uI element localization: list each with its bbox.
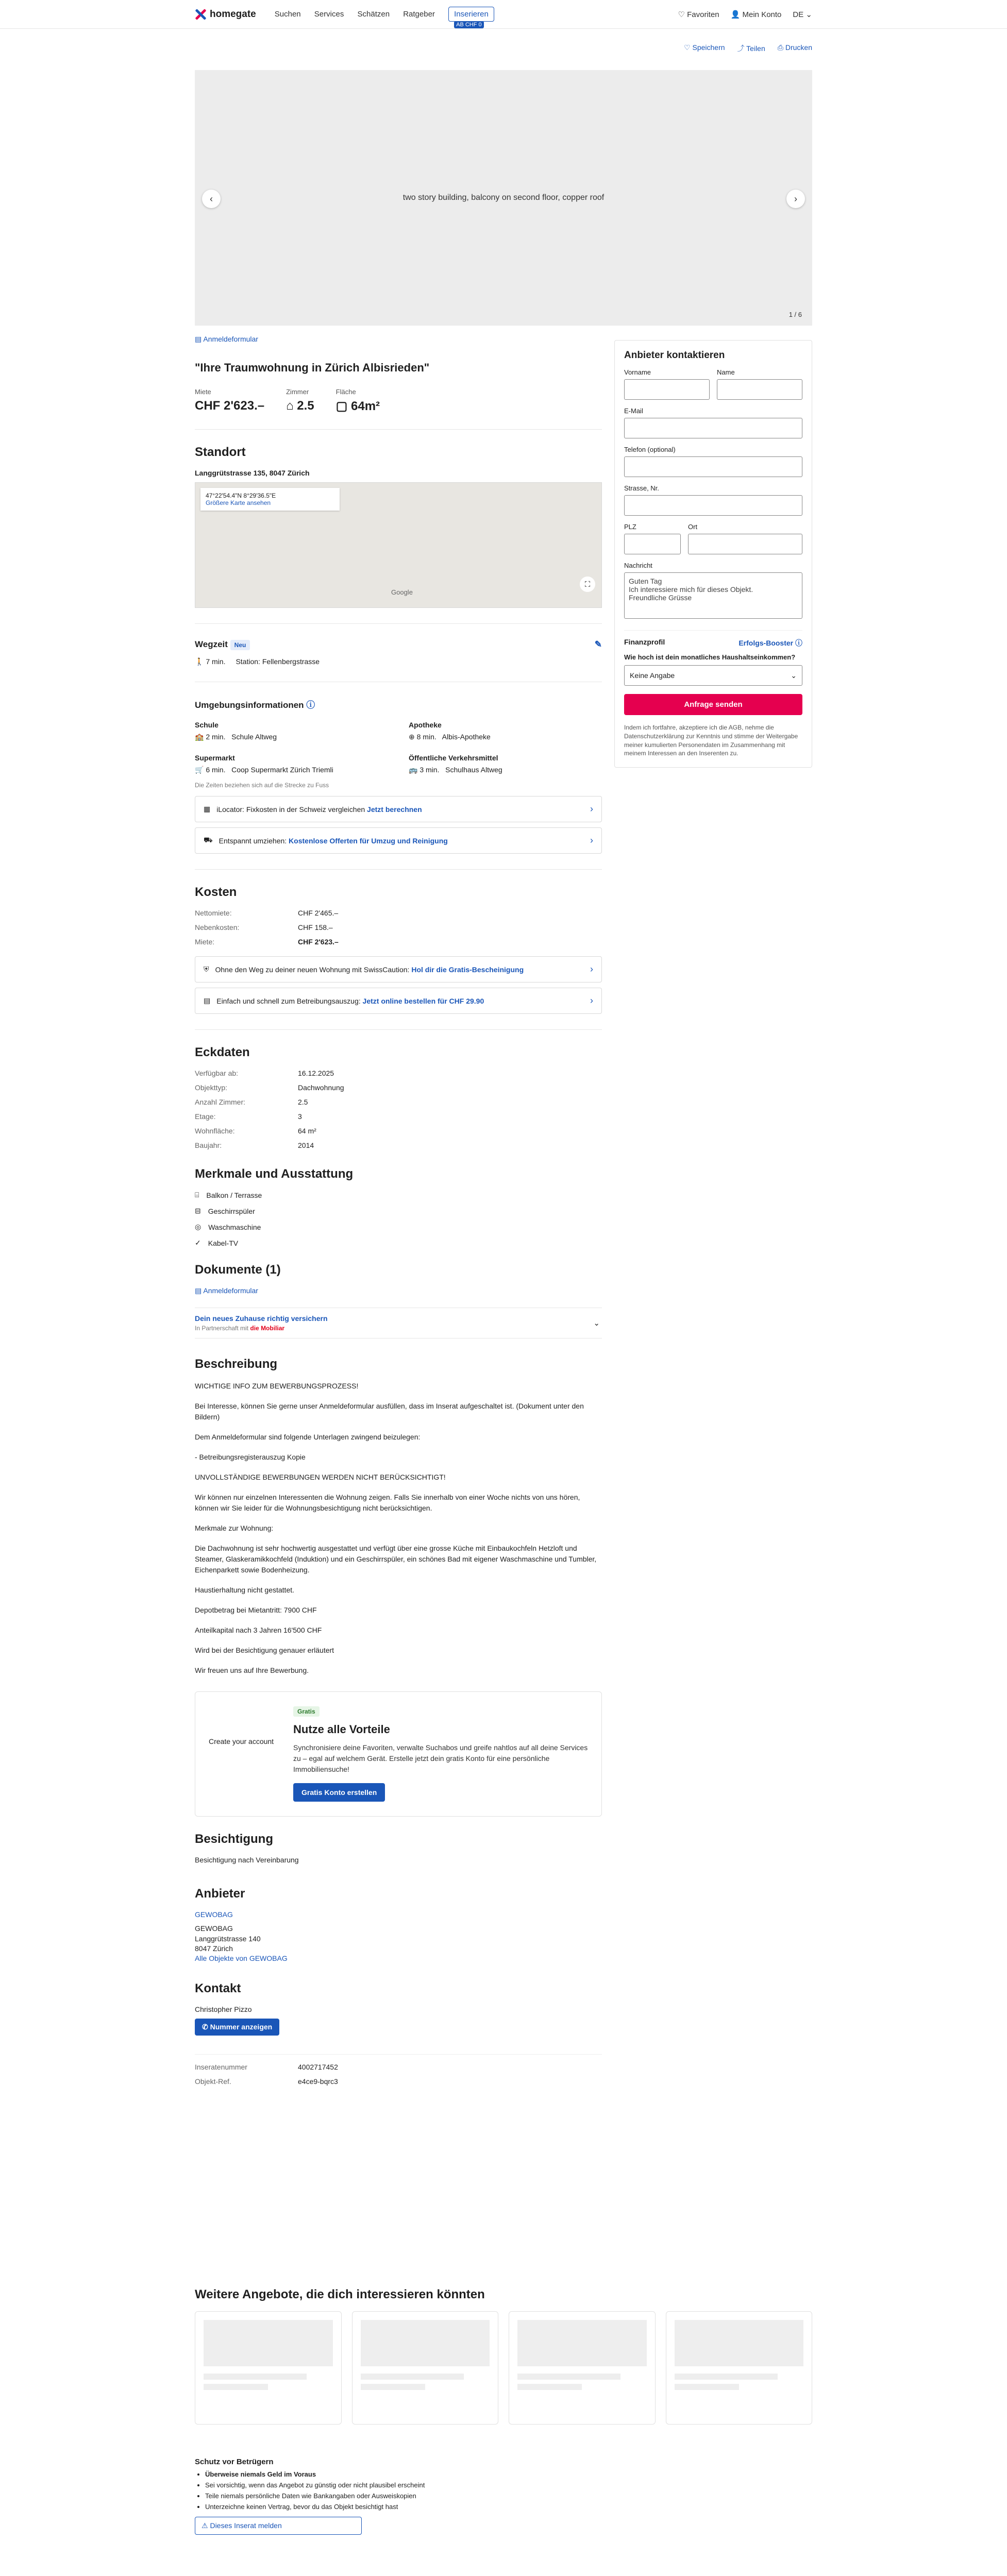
- booster-link[interactable]: Erfolgs-Booster ⓘ: [739, 639, 802, 647]
- offer-card[interactable]: [195, 2311, 342, 2425]
- walk-icon: 🚶: [195, 657, 204, 666]
- chevron-down-icon: ⌄: [805, 10, 812, 19]
- details-section: Eckdaten Verfügbar ab: 16.12.2025 Objekttyp: Dachwohnung Anzahl Zimmer: 2.5 Etage: 3 Wohnfläche: 64 m² Baujahr: 2014: [195, 1029, 602, 1149]
- location-section: Standort Langgrütstrasse 135, 8047 Zürich 47°22'54.4"N 8°29'36.5"E Größere Karte ansehen Google ⛶: [195, 429, 602, 608]
- check-icon: ✓: [195, 1239, 201, 1247]
- listing-title: "Ihre Traumwohnung in Zürich Albisrieden": [195, 361, 430, 374]
- pharmacy-icon: ⊕: [409, 733, 415, 741]
- more-offers-section: Weitere Angebote, die dich interessieren könnten: [195, 2287, 812, 2425]
- zip-input[interactable]: [624, 534, 681, 554]
- nav-schaetzen[interactable]: Schätzen: [357, 10, 390, 19]
- heart-icon: ♡: [678, 10, 685, 19]
- swisscaution-banner[interactable]: ⛨ Ohne den Weg zu deiner neuen Wohnung mit SwissCaution: Hol dir die Gratis-Bescheinigung ›: [195, 956, 602, 982]
- viewing-section: Besichtigung Besichtigung nach Vereinbarung: [195, 1832, 299, 1864]
- last-name-input[interactable]: [717, 379, 802, 400]
- user-icon: 👤: [730, 10, 741, 19]
- map-info-box: 47°22'54.4"N 8°29'36.5"E Größere Karte ansehen: [200, 488, 340, 511]
- document-icon: ▤: [195, 335, 202, 343]
- provider-section: Anbieter GEWOBAG GEWOBAG Langgrütstrasse 140 8047 Zürich Alle Objekte von GEWOBAG: [195, 1887, 602, 1963]
- mobiliar-logo: die Mobiliar: [250, 1325, 285, 1332]
- contact-section: Kontakt Christopher Pizzo ✆ Nummer anzeigen Inseratenummer 4002717452 Objekt-Ref. e4ce9-bqrc3: [195, 1981, 602, 2086]
- print-button[interactable]: ⎙ Drucken: [777, 43, 812, 52]
- logo-icon: [195, 9, 206, 20]
- language-select[interactable]: DE ⌄: [793, 10, 812, 19]
- description-section: Beschreibung WICHTIGE INFO ZUM BEWERBUNGSPROZESS! Bei Interesse, können Sie gerne unser Anmeldeformular ausfüllen, dass im Inserat aufgeschaltet ist. (Dokument unter den Bildern) Dem Anmeldeformular sind folgende Unterlagen zwingend beizulegen: - Betreibungsregisterauszug Kopie UNVOLLSTÄNDIGE BEWERBUNGEN WERDEN NICHT BERÜCKSICHTIGT! Wir können nur einzelnen Interessenten die Wohnung zeigen. Falls Sie innerhalb von einer Woche nichts von uns hören, können wir Sie leider für die Wohnungsbesichtigung nicht berücksichtigen. Merkmale zur Wohnung: Die Dachwohnung ist sehr hochwertig ausgestattet und verfügt über eine grosse Küche mit Einbaukochfeln Hetzloft und Steamer, Glaskeramikkochfeld (Induktion) und ein Geschirrspüler, ein schönes Bad mit eigener Waschmaschine und Tumbler, Eichenparkett sowie Bodenheizung. Haustierhaltung nicht gestattet. Depotbetrag bei Mietantritt: 7900 CHF Anteilkapital nach 3 Jahren 16'500 CHF Wird bei der Besichtigung genauer erläutert Wir freuen uns auf Ihre Bewerbung.: [195, 1357, 597, 1674]
- env-pharmacy: Apotheke ⊕ 8 min. Albis-Apotheke: [409, 721, 491, 741]
- area-value: 64m²: [351, 399, 380, 413]
- show-number-button[interactable]: ✆ Nummer anzeigen: [195, 2019, 279, 2036]
- city-input[interactable]: [688, 534, 802, 554]
- listing-actions: [684, 43, 812, 54]
- phone-icon: ✆: [202, 2022, 208, 2031]
- chevron-right-icon: ›: [590, 964, 593, 974]
- free-badge: Gratis: [293, 1706, 320, 1717]
- map-enlarge-link[interactable]: Größere Karte ansehen: [206, 499, 271, 506]
- email-input[interactable]: [624, 418, 802, 438]
- form-link[interactable]: ▤ Anmeldeformular: [195, 335, 258, 343]
- gallery-next-button[interactable]: ›: [786, 190, 805, 208]
- new-badge: Neu: [230, 640, 250, 650]
- document-icon: ▤: [195, 1286, 202, 1295]
- share-icon: ⤴: [737, 44, 745, 53]
- washing-machine-icon: ◎: [195, 1223, 202, 1231]
- chevron-right-icon: ›: [590, 804, 593, 814]
- insert-badge: AB CHF 0: [454, 21, 484, 28]
- first-name-input[interactable]: [624, 379, 710, 400]
- bus-icon: 🚌: [409, 766, 418, 774]
- fullscreen-icon[interactable]: ⛶: [580, 577, 595, 592]
- chevron-right-icon: ›: [590, 835, 593, 845]
- contact-form: Anbieter kontaktieren Vorname Name E-Mail Telefon (optional) Strasse, Nr. PLZ Ort Nachricht Guten Tag Ich interessiere mich für dieses Objekt. Freundliche Grüsse Finanzprofil Erfolgs-Booster ⓘ Wie hoch ist dein monatliches Haushaltseinkommen? Keine Angabe ⌄ Anfrage senden Indem ich fortfahre, akzeptiere ich die AGB, nehme die Datenschutzerklärung zur Kenntnis und stimme der Weitergabe meiner kumulierten Personendaten im Zusammenhang mit meinem Interessen an den Inserenten zu.: [614, 340, 812, 768]
- account-promo: Create your account Gratis Nutze alle Vorteile Synchronisiere deine Favoriten, verwalte Suchabos und greife nahtlos auf all deine Services zu – egal auf welchem Gerät. Erstelle jetzt dein gratis Konto für eine persönliche Immobiliensuche! Gratis Konto erstellen: [195, 1691, 602, 1817]
- env-transport: Öffentliche Verkehrsmittel 🚌 3 min. Schulhaus Altweg: [409, 754, 502, 774]
- house-icon: ⌂: [286, 399, 294, 413]
- moving-banner[interactable]: ⛟ Entspannt umziehen: Kostenlose Offerten für Umzug und Reinigung ›: [195, 827, 602, 854]
- key-facts: Miete CHF 2'623.– Zimmer ⌂ 2.5 Fläche ▢ 64m²: [195, 388, 380, 413]
- debt-extract-banner[interactable]: ▤ Einfach und schnell zum Betreibungsauszug: Jetzt online bestellen für CHF 29.90 ›: [195, 988, 602, 1014]
- chevron-right-icon: ›: [590, 995, 593, 1006]
- share-button[interactable]: ⤴ Teilen: [737, 44, 765, 53]
- map[interactable]: 47°22'54.4"N 8°29'36.5"E Größere Karte ansehen Google ⛶: [195, 482, 602, 608]
- main-content: [195, 335, 602, 2086]
- image-gallery[interactable]: [195, 70, 812, 326]
- phone-input[interactable]: [624, 456, 802, 477]
- document-icon: ▤: [204, 996, 211, 1005]
- send-request-button[interactable]: Anfrage senden: [624, 694, 802, 715]
- nav-services[interactable]: Services: [314, 10, 344, 19]
- rooms-value: 2.5: [297, 399, 314, 413]
- homegate-logo[interactable]: homegate: [195, 9, 256, 20]
- costs-section: Kosten Nettomiete: CHF 2'465.– Nebenkosten: CHF 158.– Miete: CHF 2'623.– ⛨ Ohne den Weg zu deiner neuen Wohnung mit SwissCaution: Hol dir die Gratis-Bescheinigung › ▤ Einfach und schnell zum Betreibungsauszug: Jetzt online bestellen für CHF 29.90 ›: [195, 869, 602, 1014]
- message-textarea[interactable]: Guten Tag Ich interessiere mich für dieses Objekt. Freundliche Grüsse: [624, 572, 802, 619]
- street-input[interactable]: [624, 495, 802, 516]
- offer-card[interactable]: [352, 2311, 499, 2425]
- shield-icon: ⛨: [204, 965, 209, 973]
- calculator-icon: ▦: [204, 805, 211, 813]
- info-icon[interactable]: ⓘ: [306, 700, 315, 710]
- school-icon: 🏫: [195, 733, 204, 741]
- offer-card[interactable]: [666, 2311, 813, 2425]
- account-link[interactable]: 👤 Mein Konto: [730, 10, 782, 19]
- all-objects-link[interactable]: Alle Objekte von GEWOBAG: [195, 1954, 288, 1962]
- dishwasher-icon: ⊟: [195, 1207, 201, 1215]
- commute-section: Wegzeit Neu ✎ 🚶 7 min. Station: Fellenbergstrasse: [195, 623, 602, 666]
- income-select[interactable]: Keine Angabe ⌄: [624, 665, 802, 686]
- env-school: Schule 🏫 2 min. Schule Altweg: [195, 721, 277, 741]
- insurance-accordion[interactable]: Dein neues Zuhause richtig versichern In Partnerschaft mit die Mobiliar ⌄: [195, 1308, 602, 1338]
- provider-link[interactable]: GEWOBAG: [195, 1910, 233, 1919]
- area-icon: ▢: [335, 399, 348, 413]
- nav-suchen[interactable]: Suchen: [274, 10, 301, 19]
- print-icon: ⎙: [777, 43, 783, 52]
- balcony-icon: ⌸: [195, 1191, 199, 1199]
- rent-value: CHF 2'623.–: [195, 399, 265, 413]
- env-supermarket: Supermarkt 🛒 6 min. Coop Supermarkt Zürich Triemli: [195, 754, 333, 774]
- create-account-button[interactable]: Gratis Konto erstellen: [293, 1783, 385, 1802]
- nav-ratgeber[interactable]: Ratgeber: [403, 10, 435, 19]
- gallery-prev-button[interactable]: ‹: [202, 190, 221, 208]
- insert-button[interactable]: Inserieren AB CHF 0: [448, 7, 494, 22]
- truck-icon: ⛟: [204, 836, 213, 844]
- gallery-counter: 1 / 6: [788, 311, 802, 318]
- chevron-down-icon: ⌄: [791, 671, 797, 680]
- info-icon: ⓘ: [795, 639, 802, 647]
- report-listing-button[interactable]: ⚠ Dieses Inserat melden: [195, 2517, 362, 2535]
- favorites-link[interactable]: ♡ Favoriten: [678, 10, 719, 19]
- offer-card[interactable]: [509, 2311, 656, 2425]
- warning-icon: ⚠: [202, 2521, 208, 2530]
- environment-section: Umgebungsinformationen ⓘ Schule 🏫 2 min. Schule Altweg Apotheke ⊕ 8 min. Albis-Apotheke Supermarkt 🛒 6 min. Coop Supermarkt Zürich Triemli Öffentliche Verkehrsmittel 🚌 3 min. Schulhaus Altweg Die Zeiten beziehen sich auf die Strecke zu Fuss ▦ iLocator: Fixkosten in der Schweiz vergleichen Jetzt berechnen › ⛟ Entspannt umziehen: Kostenlose Offerten für Umzug und Reinigung ›: [195, 682, 602, 854]
- cart-icon: 🛒: [195, 766, 204, 774]
- edit-icon[interactable]: ✎: [594, 639, 602, 649]
- document-link[interactable]: ▤ Anmeldeformular: [195, 1286, 258, 1295]
- address: Langgrütstrasse 135, 8047 Zürich: [195, 469, 310, 477]
- main-nav: [274, 7, 494, 28]
- heart-icon: ♡: [684, 43, 691, 52]
- ilocator-banner[interactable]: ▦ iLocator: Fixkosten in der Schweiz vergleichen Jetzt berechnen ›: [195, 796, 602, 822]
- header: [0, 0, 1007, 29]
- chevron-down-icon: ⌄: [593, 1319, 600, 1328]
- documents-section: Dokumente (1) ▤ Anmeldeformular Dein neues Zuhause richtig versichern In Partnerschaft mit die Mobiliar ⌄: [195, 1263, 602, 1338]
- save-button[interactable]: ♡ Speichern: [684, 43, 725, 52]
- fraud-section: Schutz vor Betrügern • Überweise niemals Geld im Voraus • Sei vorsichtig, wenn das Angebot zu günstig oder nicht plausibel erscheint • Teile niemals persönliche Daten wie Bankangaben oder Ausweiskopien • Unterzeichne keinen Vertrag, bevor du das Objekt besichtigt hast ⚠ Dieses Inserat melden: [195, 2458, 812, 2535]
- features-section: Merkmale und Ausstattung ⌸ Balkon / Terrasse ⊟ Geschirrspüler ◎ Waschmaschine ✓ Kabel-TV: [195, 1167, 354, 1247]
- gallery-image-alt: two story building, balcony on second floor, copper roof: [402, 193, 605, 202]
